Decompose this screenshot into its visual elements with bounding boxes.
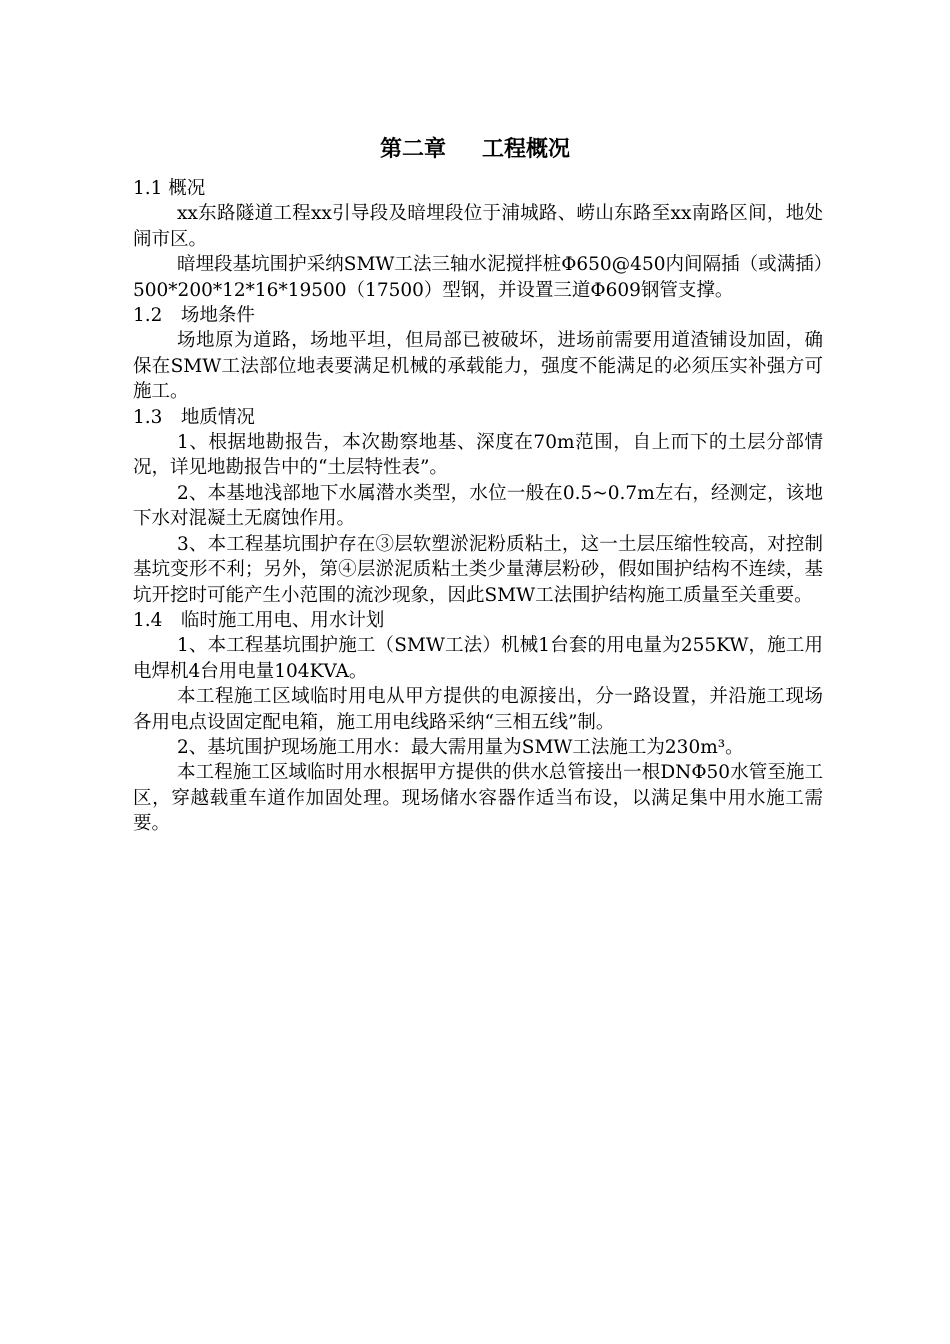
- paragraph: xx东路隧道工程xx引导段及暗埋段位于浦城路、崂山东路至xx南路区间，地处闹市区。: [133, 203, 823, 250]
- section-heading: 1.4 临时施工用电、用水计划: [133, 609, 385, 631]
- paragraph: 2、本基地浅部地下水属潜水类型，水位一般在0.5~0.7m左右，经测定，该地下水对混凝土无腐蚀作用。: [133, 482, 823, 530]
- section-heading: 1.2 场地条件: [133, 305, 255, 327]
- section-heading: 1.1 概况: [133, 178, 206, 199]
- paragraph: 暗埋段基坑围护采纳SMW工法三轴水泥搅拌桩Φ650@450内间隔插（或满插）500*200*12*16*19500（17500）型钢，并设置三道Φ609钢管支撑。: [133, 254, 823, 301]
- paragraph: 3、本工程基坑围护存在③层软塑淤泥粉质粘土，这一土层压缩性较高，对控制基坑变形不利；另外，第④层淤泥质粘土类少量薄层粉砂，假如围护结构不连续，基坑开挖时可能产生小范围的流沙现象，因此SMW工法围护结构施工质量至关重要。: [133, 533, 823, 606]
- paragraph: 本工程施工区域临时用电从甲方提供的电源接出，分一路设置，并沿施工现场各用电点设固定配电箱，施工用电线路采纳“三相五线”制。: [133, 686, 823, 733]
- paragraph: 1、本工程基坑围护施工（SMW工法）机械1台套的用电量为255KW，施工用电焊机4台用电量104KVA。: [133, 635, 823, 682]
- document-body: [133, 176, 823, 837]
- paragraph: 场地原为道路，场地平坦，但局部已被破坏，进场前需要用道渣铺设加固，确保在SMW工法部位地表要满足机械的承载能力，强度不能满足的必须压实补强方可施工。: [133, 330, 823, 403]
- chapter-number: 第二章: [379, 137, 446, 162]
- chapter-title: [0, 134, 950, 166]
- paragraph: 2、基坑围护现场施工用水：最大需用量为SMW工法施工为230m³。: [177, 736, 744, 758]
- paragraph: 1、根据地勘报告，本次勘察地基、深度在70m范围，自上而下的土层分部情况，详见地勘报告中的“土层特性表”。: [133, 432, 823, 479]
- paragraph: 本工程施工区域临时用水根据甲方提供的供水总管接出一根DNΦ50水管至施工区，穿越载重车道作加固处理。现场储水容器作适当布设，以满足集中用水施工需要。: [133, 762, 823, 835]
- section-heading: 1.3 地质情况: [133, 406, 255, 428]
- chapter-name: 工程概况: [482, 137, 571, 162]
